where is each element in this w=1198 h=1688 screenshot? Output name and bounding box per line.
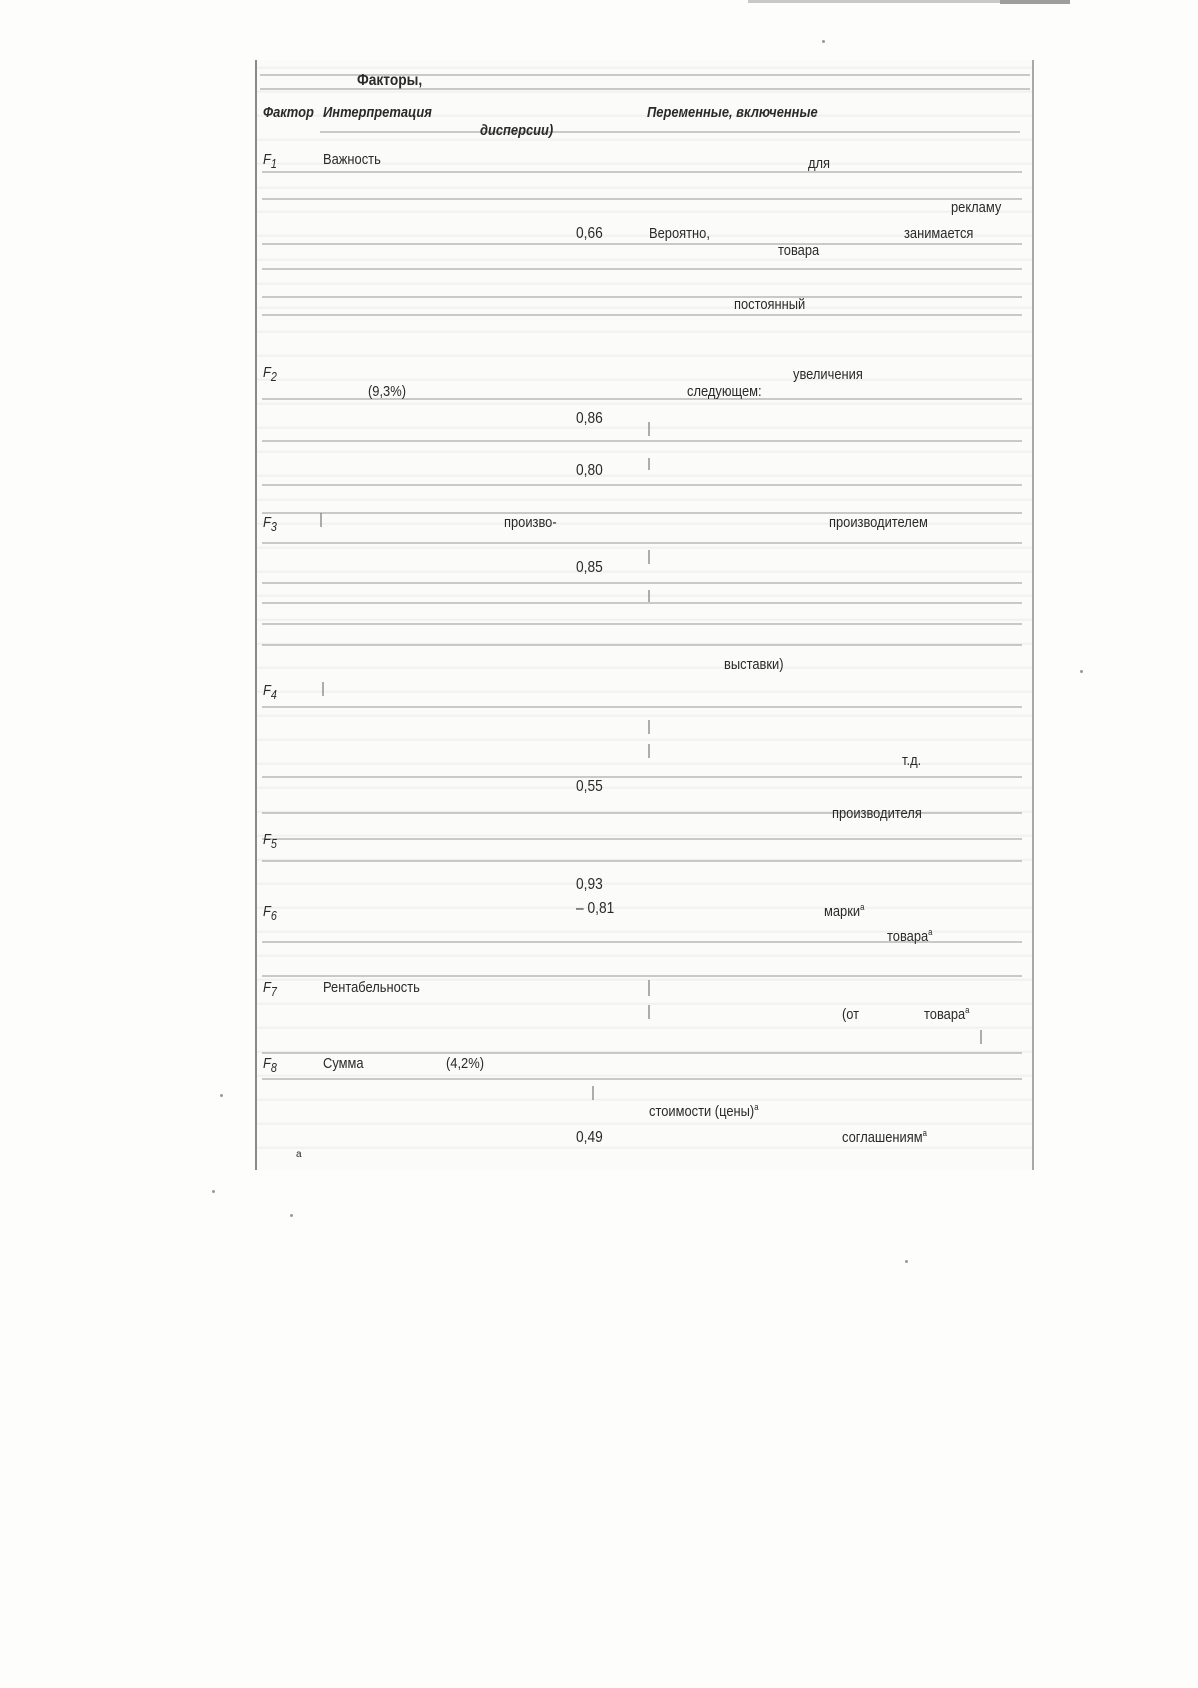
interpretation-variance-f8: (4,2%) [446, 1055, 485, 1072]
factor-label-f3: $F_3$ [263, 514, 277, 534]
scan-streak [262, 198, 1022, 200]
scan-streak [262, 440, 1022, 442]
header-factor: Фактор [263, 104, 314, 121]
variable-text: следующем: [687, 383, 762, 400]
loading-value: – 0,81 [576, 900, 615, 917]
loading-value: 0,93 [576, 876, 603, 893]
scan-streak [262, 644, 1022, 646]
factor-label-f7: $F_7$ [263, 979, 277, 999]
scan-bullet-mark [648, 1005, 650, 1019]
scan-streak [262, 268, 1022, 270]
factor-label-f6: $F_6$ [263, 903, 277, 923]
variable-text: соглашениям$^a$ [842, 1128, 927, 1146]
scan-streak [262, 776, 1022, 778]
loading-value: 0,86 [576, 410, 603, 427]
scan-streak [262, 243, 1022, 245]
factor-label-f5: $F_5$ [263, 831, 277, 851]
variable-text: товара$^a$ [924, 1005, 970, 1023]
scan-streak [262, 706, 1022, 708]
interpretation-variance-f2: (9,3%) [368, 383, 407, 400]
scan-streak [262, 1052, 1022, 1054]
variable-text: товара$^a$ [887, 927, 933, 945]
scan-bullet-mark [648, 590, 650, 602]
scan-bullet-mark [320, 513, 322, 527]
scan-bullet-mark [648, 550, 650, 564]
factor-label-f4: $F_4$ [263, 682, 277, 702]
scan-speck [1080, 670, 1083, 673]
variable-text: товара [778, 242, 820, 259]
scan-streak [262, 1078, 1022, 1080]
scan-speck [212, 1190, 215, 1193]
scan-streak [262, 582, 1022, 584]
variable-text: постоянный [734, 296, 806, 313]
variable-text: увеличения [793, 366, 863, 383]
variable-text: занимается [904, 225, 974, 242]
scan-bullet-mark [648, 720, 650, 734]
variable-text: (от [842, 1006, 860, 1023]
variable-text: производителем [829, 514, 928, 531]
scan-streak [262, 602, 1022, 604]
header-variables: Переменные, включенные [647, 104, 818, 121]
scan-speck [822, 40, 825, 43]
scan-streak [262, 484, 1022, 486]
variable-text: рекламу [951, 199, 1002, 216]
header-interpretation: Интерпретация [323, 104, 432, 121]
scan-streak [262, 296, 1022, 298]
loading-value: 0,80 [576, 462, 603, 479]
variable-text: для [808, 155, 831, 172]
scan-bullet-mark [648, 744, 650, 758]
variable-text: стоимости (цены)$^a$ [649, 1102, 759, 1120]
interpretation-f3: произво- [504, 514, 557, 531]
factor-label-f2: $F_2$ [263, 364, 277, 384]
scan-streak [262, 623, 1022, 625]
footnote-mark: а [296, 1149, 302, 1160]
scan-speck [290, 1214, 293, 1217]
factor-label-f1: $F_1$ [263, 151, 277, 171]
variable-text: марки$^a$ [824, 902, 865, 920]
scan-streak [262, 838, 1022, 840]
scan-speck [220, 1094, 223, 1097]
scan-speck [905, 1260, 908, 1263]
variable-text: Вероятно, [649, 225, 710, 242]
scan-bullet-mark [648, 980, 650, 996]
header-variance: дисперсии) [480, 122, 554, 139]
scan-edge-line [1000, 0, 1070, 4]
scan-bullet-mark [648, 422, 650, 436]
loading-value: 0,85 [576, 559, 603, 576]
scan-streak [262, 975, 1022, 977]
interpretation-sum: Сумма [323, 1055, 364, 1072]
scan-streak [262, 542, 1022, 544]
scan-streak [262, 171, 1022, 173]
variable-text: выставки) [724, 656, 784, 673]
scan-streak [320, 131, 1020, 133]
scan-bullet-mark [322, 682, 324, 696]
interpretation-importance: Важность [323, 151, 381, 168]
scan-streak [262, 314, 1022, 316]
header-factors: Факторы, [357, 72, 423, 89]
factor-label-f8: $F_8$ [263, 1055, 277, 1075]
scan-streak [262, 860, 1022, 862]
interpretation-profitability: Рентабельность [323, 979, 420, 996]
variable-text: т.д. [902, 752, 922, 769]
loading-value: 0,49 [576, 1129, 603, 1146]
scan-bullet-mark [648, 458, 650, 470]
loading-value: 0,55 [576, 778, 603, 795]
scan-bullet-mark [592, 1086, 594, 1100]
loading-value: 0,66 [576, 225, 603, 242]
variable-text: производителя [832, 805, 922, 822]
scan-bullet-mark [980, 1030, 982, 1044]
